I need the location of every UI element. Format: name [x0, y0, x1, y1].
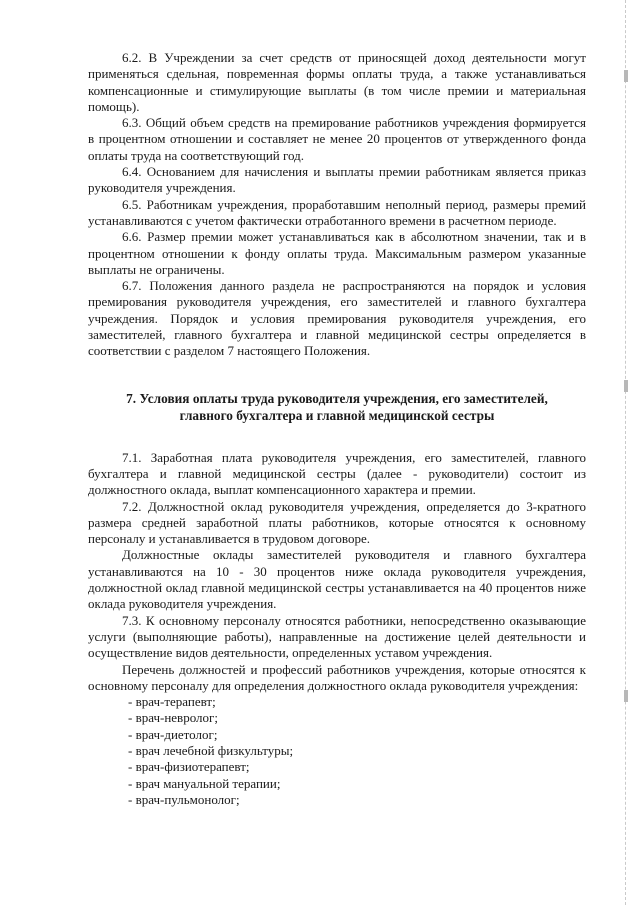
paragraph-7-1: 7.1. Заработная плата руководителя учреждения, его заместителей, главного бухгалтера и главной медицинской сестры (далее - руководители) состоит из должностного оклада, выплат компенсационного характера и премии.	[88, 449, 586, 498]
paragraph-6-5: 6.5. Работникам учреждения, проработавшим неполный период, размеры премий устанавливаются с учетом фактически отработанного времени в расчетном периоде.	[88, 196, 586, 228]
list-item: - врач-невролог;	[128, 710, 218, 726]
paragraph-7-2: 7.2. Должностной оклад руководителя учреждения, определяется до 3-кратного размера средней заработной платы работников, которые относятся к основному персоналу и устанавливается в трудовом договоре.	[88, 498, 586, 547]
scan-edge-mark	[624, 690, 628, 702]
paragraph-6-6: 6.6. Размер премии может устанавливаться как в абсолютном значении, так и в процентном отношении к фонду оплаты труда. Максимальным размером указанные выплаты не ограничены.	[88, 229, 586, 277]
list-item: - врач-пульмонолог;	[128, 791, 240, 807]
paragraph-7-2-continued: Должностные оклады заместителей руководителя и главного бухгалтера устанавливаются на 10 - 30 процентов ниже оклада руководителя учреждения, должностной оклад главной медицинской сестры устанавливается на 40 процентов ниже оклада руководителя учреждения.	[88, 547, 586, 612]
scan-edge-mark	[624, 70, 628, 82]
scan-edge-line	[625, 0, 626, 905]
document-page	[88, 50, 586, 808]
staff-position-list	[88, 694, 586, 808]
section-7-heading-line2: главного бухгалтера и главной медицинской сестры	[179, 407, 495, 423]
paragraph-6-3: 6.3. Общий объем средств на премирование работников учреждения формируется в процентном отношении и составляет не менее 20 процентов от утвержденного фонда оплаты труда на соответствующий год.	[88, 115, 586, 163]
paragraph-6-2: 6.2. В Учреждении за счет средств от приносящей доход деятельности могут применяться сдельная, повременная формы оплаты труда, а также устанавливаться компенсационные и стимулирующие выплаты (в том числе премии и материальная помощь).	[88, 50, 586, 114]
paragraph-6-4: 6.4. Основанием для начисления и выплаты премии работникам является приказ руководителя учреждения.	[88, 164, 586, 196]
paragraph-7-3: 7.3. К основному персоналу относятся работники, непосредственно оказывающие услуги (выполняющие работы), направленные на достижение целей деятельности и осуществление видов деятельности, определенных уставом учреждения.	[88, 612, 586, 661]
list-item: - врач-диетолог;	[128, 726, 218, 742]
list-item: - врач-терапевт;	[128, 694, 216, 710]
section-7-heading	[88, 390, 586, 424]
section-7-heading-line1: 7. Условия оплаты труда руководителя учреждения, его заместителей,	[126, 390, 548, 406]
paragraph-6-7: 6.7. Положения данного раздела не распространяются на порядок и условия премирования руководителя учреждения, его заместителей и главного бухгалтера учреждения. Порядок и условия премирования руководителя учреждения, его заместителей, главного бухгалтера и главной медицинской сестры определяется в соответствии с разделом 7 настоящего Положения.	[88, 278, 586, 359]
list-item: - врач мануальной терапии;	[128, 775, 281, 791]
list-item: - врач-физиотерапевт;	[128, 759, 250, 775]
paragraph-7-3-list-intro: Перечень должностей и профессий работников учреждения, которые относятся к основному персоналу для определения должностного оклада руководителя учреждения:	[88, 661, 586, 693]
list-item: - врач лечебной физкультуры;	[128, 742, 294, 758]
scan-edge-mark	[624, 380, 628, 392]
